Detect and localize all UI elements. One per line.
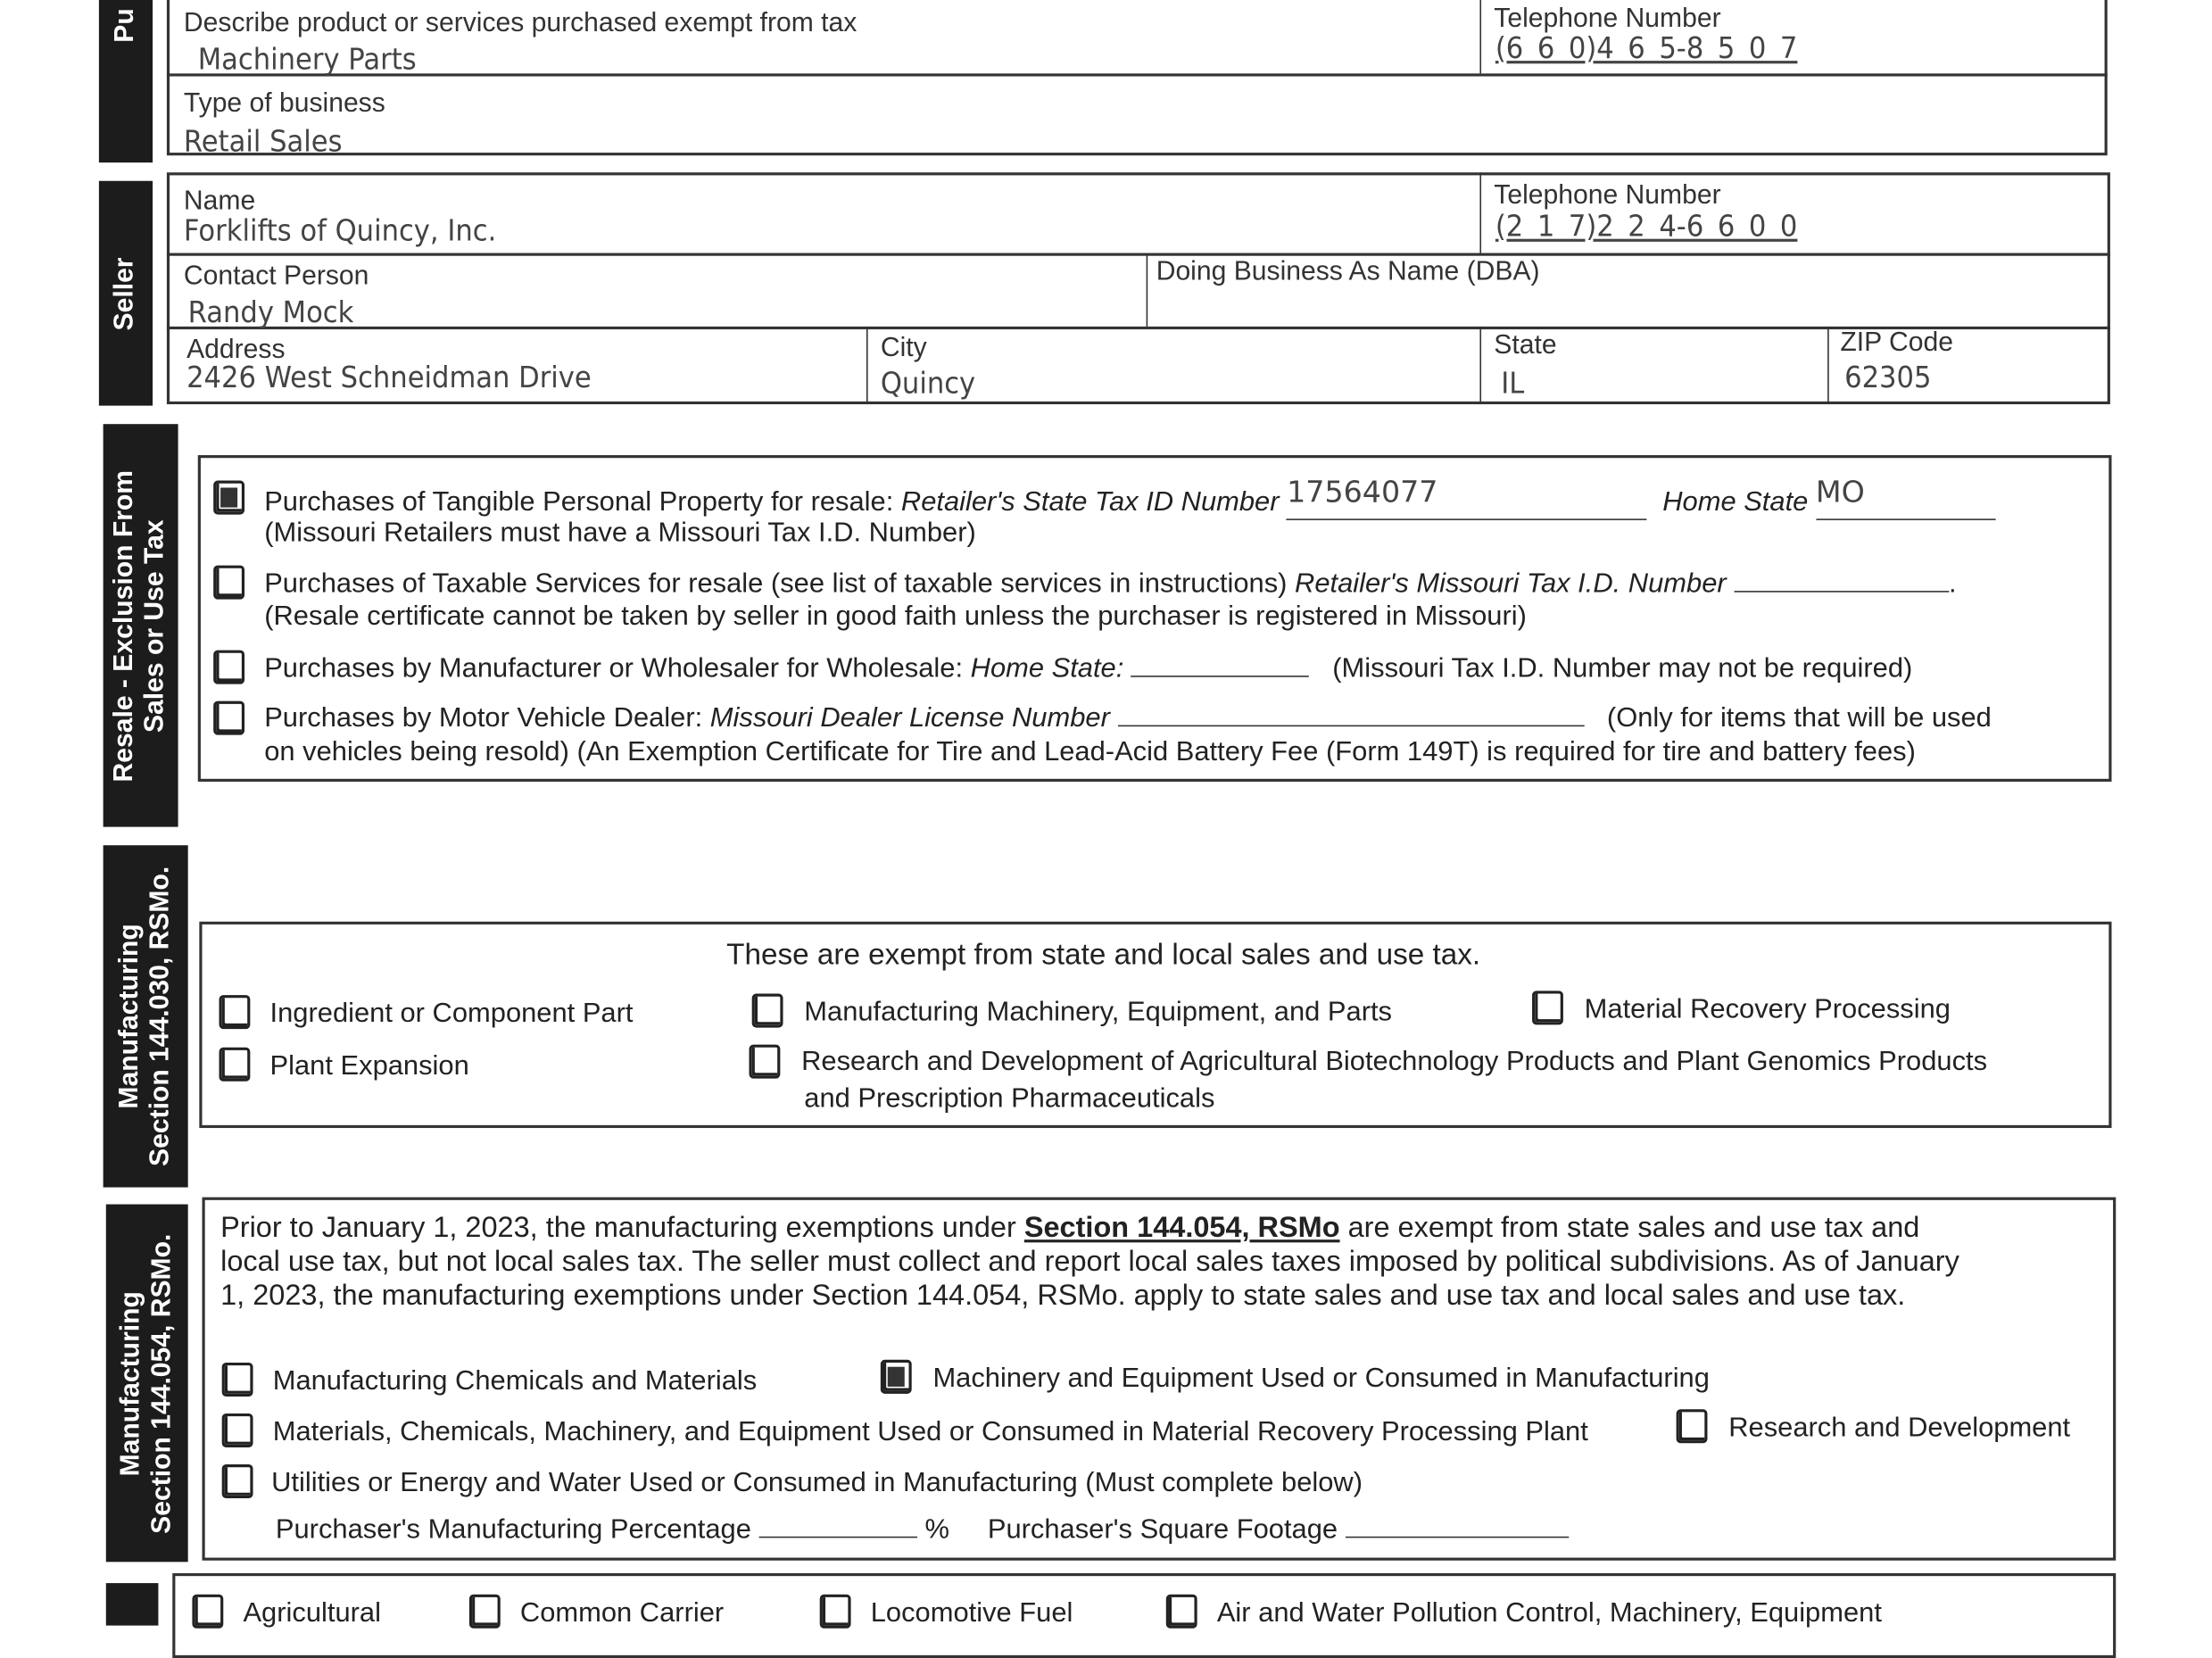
checkbox-material-recovery-plant[interactable]: [222, 1413, 253, 1447]
plant-expansion-label: Plant Expansion: [269, 1049, 469, 1082]
section-label-seller: Seller: [99, 181, 153, 406]
state-label: State: [1494, 330, 1557, 361]
percentage-footage-line: Purchaser's Manufacturing Percentage % Purchaser's Square Footage: [276, 1513, 1569, 1546]
resale-dealer-text: Purchases by Motor Vehicle Dealer: Missouri Dealer License Number (Only for items that will be used: [264, 702, 1992, 734]
checkbox-resale-wholesale[interactable]: [213, 651, 244, 684]
wholesale-home-state-field[interactable]: [1131, 676, 1310, 677]
resale-wholesale-text: Purchases by Manufacturer or Wholesaler for Wholesale: Home State: (Missouri Tax I.D. Number may not be required): [264, 652, 1913, 684]
manufacturing-030-heading: These are exempt from state and local sales and use tax.: [726, 938, 1481, 972]
section-label-manufacturing-030: Manufacturing Section 144.030, RSMo.: [104, 845, 188, 1187]
section-label-resale: Resale - Exclusion From Sales or Use Tax: [104, 424, 178, 826]
seller-name-label: Name: [183, 187, 256, 217]
research-agricultural-label: Research and Development of Agricultural Biotechnology Products and Plant Genomics Products: [801, 1046, 1988, 1078]
checkbox-research-agricultural[interactable]: [750, 1045, 781, 1079]
common-carrier-label: Common Carrier: [519, 1596, 725, 1629]
seller-name-field[interactable]: Forklifts of Quincy, Inc.: [183, 213, 497, 248]
ingredient-label: Ingredient or Component Part: [269, 998, 634, 1030]
manufacturing-054-paragraph-line1: Prior to January 1, 2023, the manufacturing exemptions under Section 144.054, RSMo are exempt from state sales and use tax and: [220, 1211, 1920, 1244]
utilities-energy-label: Utilities or Energy and Water Used or Consumed in Manufacturing (Must complete below): [271, 1467, 1363, 1499]
divider: [167, 73, 2108, 76]
seller-telephone-field[interactable]: (2 1 7)2 2 4-6 6 0 0: [1495, 209, 1798, 244]
divider: [167, 253, 2110, 256]
research-agricultural-label-cont: and Prescription Pharmaceuticals: [804, 1082, 1215, 1115]
machinery-equipment-used-label: Machinery and Equipment Used or Consumed in Manufacturing: [932, 1362, 1710, 1394]
material-recovery-label: Material Recovery Processing: [1584, 993, 1951, 1025]
research-development-label: Research and Development: [1728, 1412, 2071, 1444]
checkbox-material-recovery[interactable]: [1532, 991, 1563, 1024]
section-label-bottom: [106, 1583, 159, 1626]
manufacturing-054-paragraph-line3: 1, 2023, the manufacturing exemptions under Section 144.054, RSMo. apply to state sales and use tax and local sales and use tax.: [220, 1279, 1906, 1312]
checkbox-plant-expansion[interactable]: [220, 1048, 251, 1082]
checkbox-resale-services[interactable]: [213, 566, 244, 600]
checkbox-ingredient[interactable]: [220, 995, 251, 1029]
divider: [1479, 327, 1481, 404]
dealer-license-field[interactable]: [1117, 725, 1584, 727]
divider: [1147, 253, 1148, 327]
pollution-control-label: Air and Water Pollution Control, Machinery, Equipment: [1216, 1596, 1882, 1629]
section-144-054-link[interactable]: Section 144.054, RSMo: [1023, 1211, 1340, 1244]
agricultural-label: Agricultural: [243, 1596, 381, 1629]
manufacturing-percentage-field[interactable]: [758, 1537, 916, 1538]
checkbox-utilities-energy[interactable]: [222, 1464, 253, 1498]
divider: [1479, 172, 1481, 253]
section-label-purchaser: Pu: [99, 0, 153, 162]
purchaser-telephone-label: Telephone Number: [1494, 4, 1721, 35]
checkbox-resale-tangible[interactable]: [213, 481, 244, 515]
resale-dealer-note: on vehicles being resold) (An Exemption Certificate for Tire and Lead-Acid Battery Fee (Form 149T) is required for tire and battery fees): [264, 736, 1916, 768]
contact-person-label: Contact Person: [183, 261, 369, 292]
describe-field[interactable]: Machinery Parts: [197, 42, 417, 77]
type-of-business-label: Type of business: [183, 88, 385, 120]
dba-label: Doing Business As Name (DBA): [1156, 257, 1540, 287]
square-footage-field[interactable]: [1346, 1537, 1569, 1538]
checkbox-manufacturing-machinery[interactable]: [752, 994, 783, 1028]
section-label-manufacturing-054: Manufacturing Section 144.054, RSMo.: [106, 1205, 188, 1563]
address-field[interactable]: 2426 West Schneidman Drive: [186, 360, 592, 394]
resale-tangible-note: (Missouri Retailers must have a Missouri Tax I.D. Number): [264, 517, 976, 549]
locomotive-fuel-label: Locomotive Fuel: [870, 1596, 1073, 1629]
checkbox-common-carrier[interactable]: [469, 1595, 501, 1629]
divider: [1827, 327, 1829, 404]
checkbox-locomotive-fuel[interactable]: [820, 1595, 851, 1629]
resale-tangible-text: Purchases of Tangible Personal Property for resale: Retailer's State Tax ID Number 17564077 Home State MO: [264, 484, 1995, 520]
divider: [866, 327, 868, 404]
manufacturing-chemicals-label: Manufacturing Chemicals and Materials: [272, 1365, 758, 1397]
purchaser-telephone-field[interactable]: (6 6 0)4 6 5-8 5 0 7: [1495, 30, 1798, 65]
resale-services-text: Purchases of Taxable Services for resale (see list of taxable services in instructions) Retailer's Missouri Tax I.D. Number .: [264, 568, 1957, 600]
checkbox-research-development[interactable]: [1677, 1409, 1708, 1443]
type-of-business-field[interactable]: Retail Sales: [183, 124, 343, 159]
state-tax-id-field[interactable]: 17564077: [1287, 484, 1647, 520]
checkbox-machinery-equipment-used[interactable]: [881, 1360, 912, 1394]
manufacturing-machinery-label: Manufacturing Machinery, Equipment, and Parts: [804, 996, 1393, 1028]
checkbox-pollution-control[interactable]: [1166, 1595, 1197, 1629]
manufacturing-054-paragraph-line2: local use tax, but not local sales tax. The seller must collect and report local sales taxes imposed by political subdivisions. As of January: [220, 1245, 1959, 1278]
material-recovery-plant-label: Materials, Chemicals, Machinery, and Equipment Used or Consumed in Material Recovery Processing Plant: [272, 1416, 1588, 1448]
city-label: City: [880, 333, 927, 364]
resale-services-note: (Resale certificate cannot be taken by seller in good faith unless the purchaser is registered in Missouri): [264, 601, 1527, 633]
home-state-field[interactable]: MO: [1816, 484, 1995, 520]
checkbox-resale-dealer[interactable]: [213, 701, 244, 735]
divider: [1479, 0, 1481, 73]
divider: [167, 327, 2110, 329]
describe-label: Describe product or services purchased exempt from tax: [183, 8, 857, 38]
city-field[interactable]: Quincy: [880, 366, 976, 401]
address-label: Address: [186, 335, 286, 365]
checkbox-agricultural[interactable]: [192, 1595, 223, 1629]
checkbox-manufacturing-chemicals[interactable]: [222, 1363, 253, 1397]
zip-label: ZIP Code: [1840, 327, 1953, 358]
missouri-tax-id-field[interactable]: [1734, 591, 1949, 593]
state-field[interactable]: IL: [1501, 366, 1525, 401]
seller-telephone-label: Telephone Number: [1494, 180, 1721, 211]
contact-person-field[interactable]: Randy Mock: [187, 295, 354, 330]
zip-field[interactable]: 62305: [1844, 360, 1932, 394]
